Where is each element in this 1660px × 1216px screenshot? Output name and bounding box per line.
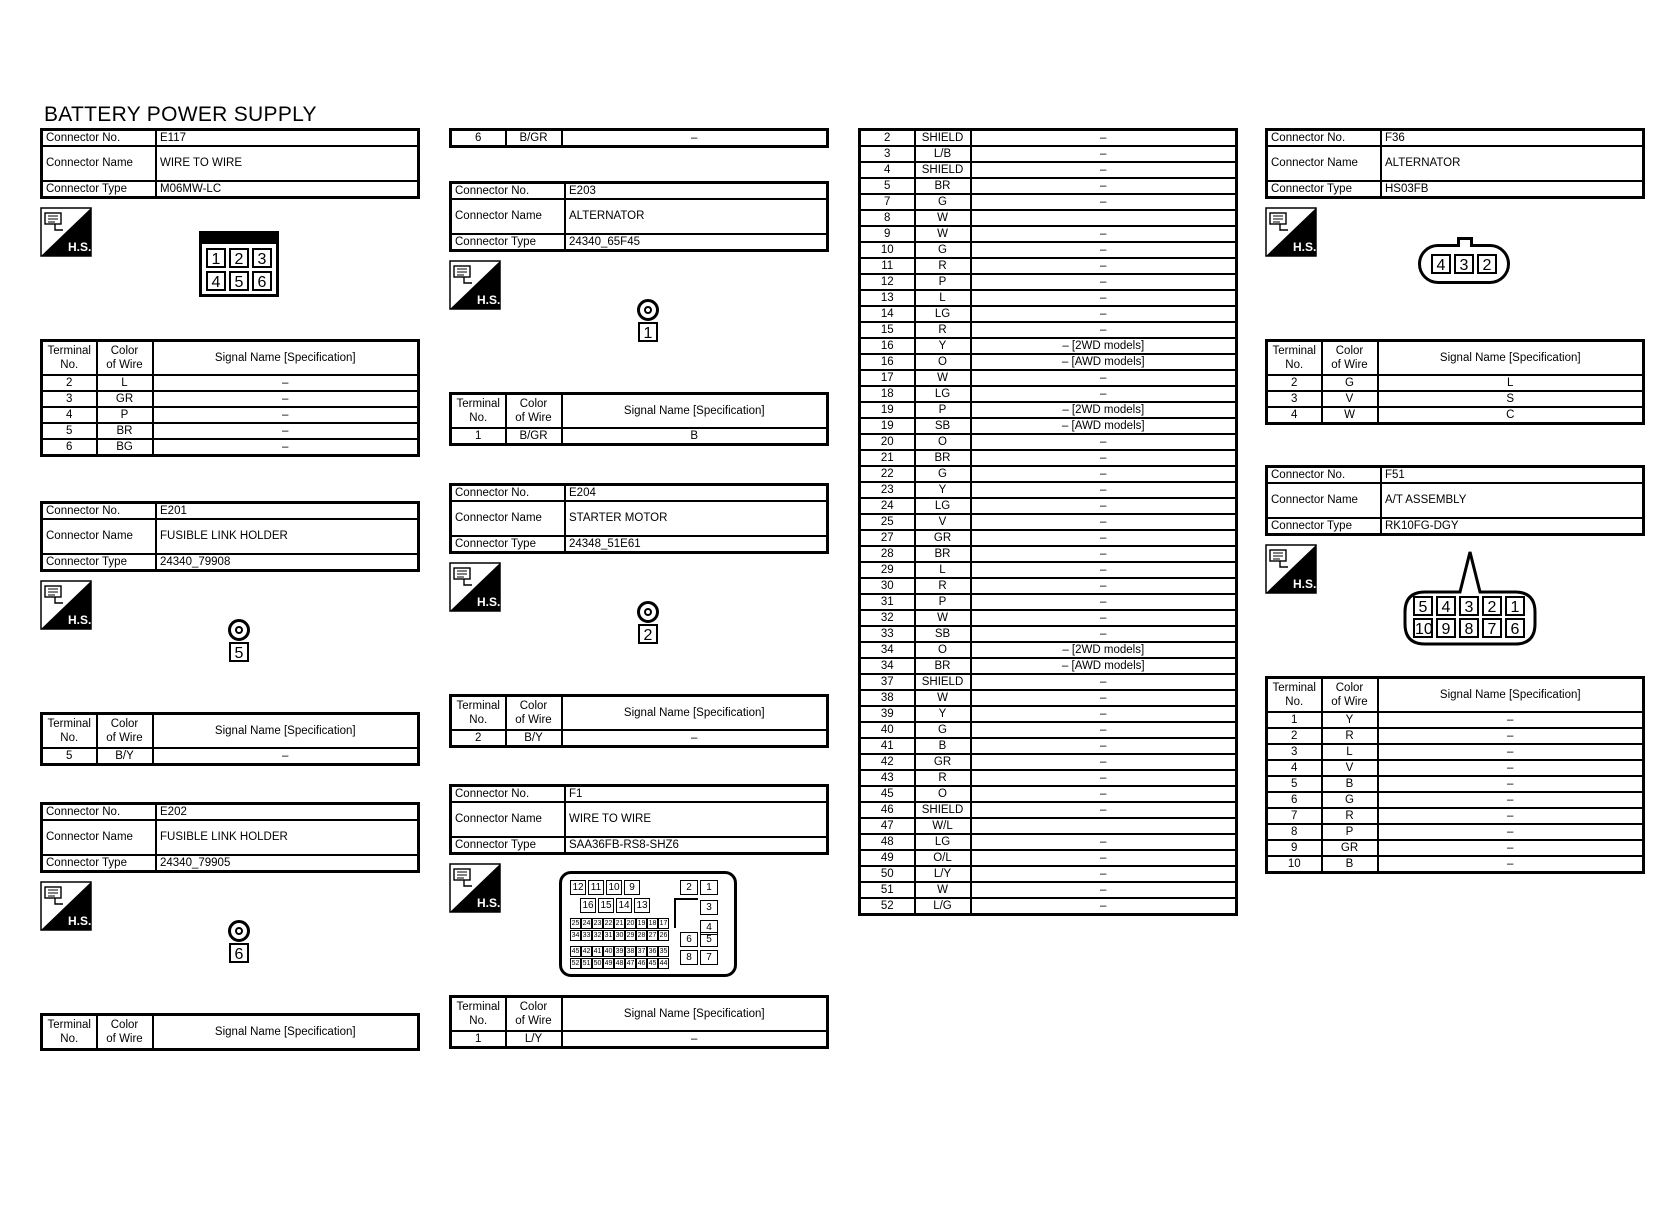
pin: 5 (700, 932, 718, 947)
color-header: Color of Wire (1322, 678, 1378, 713)
connector-type-label: Connector Type (42, 181, 157, 198)
table-row: 46 SHIELD – (860, 802, 1237, 818)
connector-name-label: Connector Name (42, 146, 157, 181)
table-row: 34 O – [2WD models] (860, 642, 1237, 658)
connector-no-label: Connector No. (1267, 467, 1382, 484)
signal-header: Signal Name [Specification] (153, 714, 419, 749)
pin: 44 (659, 960, 668, 967)
connector-no-value: E203 (565, 183, 828, 200)
table-row: 4 W C (1267, 407, 1644, 424)
connector-block-f51 (1265, 465, 1645, 874)
table-row: 47 W/L (860, 818, 1237, 834)
color-header: Color of Wire (97, 1015, 153, 1050)
page-title: BATTERY POWER SUPPLY (44, 103, 317, 126)
connector-name-value: STARTER MOTOR (565, 501, 828, 536)
terminal-no-header: Terminal No. (1267, 341, 1322, 376)
connector-info-e203 (449, 181, 829, 252)
pin: 3 (1459, 596, 1479, 616)
pin: 7 (700, 950, 718, 965)
connector-name-value: A/T ASSEMBLY (1381, 483, 1644, 518)
connector-name-value: FUSIBLE LINK HOLDER (156, 820, 419, 855)
pin: 4 (1436, 596, 1456, 616)
pin: 49 (604, 960, 613, 967)
table-row: 27 GR – (860, 530, 1237, 546)
connector-type-value: 24340_79908 (156, 554, 419, 571)
pin: 8 (680, 950, 698, 965)
pin: 3 (252, 248, 272, 268)
table-row: 1 B/GR B (451, 428, 828, 445)
harness-side-icon: H.S. (40, 580, 92, 630)
table-row: 49 O/L – (860, 850, 1237, 866)
connector-face-f36 (1418, 244, 1510, 284)
signal-header: Signal Name [Specification] (1378, 341, 1644, 376)
pin: 12 (570, 880, 586, 895)
column-3 (858, 128, 1238, 916)
pin: 10 (606, 880, 622, 895)
pin: 14 (616, 898, 632, 913)
connector-block-f1 (449, 784, 829, 1049)
pin: 52 (571, 960, 580, 967)
connector-type-value: HS03FB (1381, 181, 1644, 198)
connector-no-value: E204 (565, 485, 828, 502)
table-row: 11 R – (860, 258, 1237, 274)
pin: 23 (593, 920, 602, 927)
connector-no-value: F51 (1381, 467, 1644, 484)
pin: 50 (593, 960, 602, 967)
signal-header: Signal Name [Specification] (1378, 678, 1644, 713)
ring-terminal-icon (228, 920, 250, 942)
terminal-table-f1 (449, 995, 829, 1049)
signal-header: Signal Name [Specification] (562, 394, 828, 429)
pin: 5 (229, 271, 249, 291)
pin: 18 (648, 920, 657, 927)
ring-terminal-icon (228, 619, 250, 641)
terminal-no-header: Terminal No. (1267, 678, 1322, 713)
terminal-table-e201 (40, 712, 420, 766)
connector-no-label: Connector No. (42, 130, 157, 147)
table-row: 2 L – (42, 375, 419, 391)
connector-no-label: Connector No. (451, 485, 566, 502)
column-1 (40, 128, 420, 457)
color-header: Color of Wire (97, 341, 153, 376)
table-row: 6 G – (1267, 792, 1644, 808)
pin: 2 (1477, 254, 1497, 274)
pin: 6 (229, 943, 249, 963)
pin: 15 (598, 898, 614, 913)
table-row: 38 W – (860, 690, 1237, 706)
pin: 20 (626, 920, 635, 927)
pin: 4 (1431, 254, 1451, 274)
table-row: 30 R – (860, 578, 1237, 594)
pin: 31 (604, 932, 613, 939)
connector-name-label: Connector Name (42, 820, 157, 855)
signal-header: Signal Name [Specification] (562, 696, 828, 731)
table-row: 31 P – (860, 594, 1237, 610)
pin: 7 (1482, 618, 1502, 638)
table-row: 50 L/Y – (860, 866, 1237, 882)
pin: 5 (1413, 596, 1433, 616)
connector-name-label: Connector Name (451, 802, 566, 837)
table-row: 3 L – (1267, 744, 1644, 760)
connector-no-label: Connector No. (42, 503, 157, 520)
pin: 45 (571, 948, 580, 955)
pin: 21 (615, 920, 624, 927)
table-row: 45 O – (860, 786, 1237, 802)
pin: 8 (1459, 618, 1479, 638)
table-row: 8 W (860, 210, 1237, 226)
table-row: 12 P – (860, 274, 1237, 290)
table-row: 40 G – (860, 722, 1237, 738)
pin: 38 (626, 948, 635, 955)
color-header: Color of Wire (506, 696, 562, 731)
connector-type-label: Connector Type (1267, 518, 1382, 535)
pin: 48 (615, 960, 624, 967)
table-row: 21 BR – (860, 450, 1237, 466)
table-row: 18 LG – (860, 386, 1237, 402)
connector-diagram-f36 (1265, 199, 1645, 339)
connector-diagram-e201 (40, 572, 420, 712)
table-row: 34 BR – [AWD models] (860, 658, 1237, 674)
connector-name-value: FUSIBLE LINK HOLDER (156, 519, 419, 554)
table-row: 41 B – (860, 738, 1237, 754)
table-row: 19 P – [2WD models] (860, 402, 1237, 418)
connector-type-label: Connector Type (42, 855, 157, 872)
pin: 34 (571, 932, 580, 939)
table-row: 5 B – (1267, 776, 1644, 792)
connector-info-e201 (40, 501, 420, 572)
pin: 1 (638, 322, 658, 342)
table-row: 10 G – (860, 242, 1237, 258)
table-row: 43 R – (860, 770, 1237, 786)
pin: 35 (659, 948, 668, 955)
table-row: 2 SHIELD – (860, 130, 1237, 147)
table-row: 1 L/Y – (451, 1031, 828, 1048)
connector-diagram-e204 (449, 554, 829, 694)
pin: 2 (1482, 596, 1502, 616)
connector-name-value: WIRE TO WIRE (156, 146, 419, 181)
pin: 22 (604, 920, 613, 927)
pin: 1 (700, 880, 718, 895)
pin: 37 (637, 948, 646, 955)
connector-type-label: Connector Type (451, 837, 566, 854)
color-header: Color of Wire (506, 394, 562, 429)
table-row: 28 BR – (860, 546, 1237, 562)
connector-diagram-e202 (40, 873, 420, 1013)
terminal-table-f51 (1265, 676, 1645, 874)
table-row: 39 Y – (860, 706, 1237, 722)
table-row: 3 V S (1267, 391, 1644, 407)
harness-side-icon: H.S. (1265, 207, 1317, 257)
terminal-no-header: Terminal No. (451, 997, 506, 1032)
pin: 46 (637, 960, 646, 967)
pin: 32 (593, 932, 602, 939)
table-row: 4 P – (42, 407, 419, 423)
pin: 2 (638, 624, 658, 644)
pin: 40 (604, 948, 613, 955)
connector-no-value: E202 (156, 804, 419, 821)
connector-name-value: ALTERNATOR (565, 199, 828, 234)
connector-no-label: Connector No. (451, 786, 566, 803)
table-row: 25 V – (860, 514, 1237, 530)
pin-grid (1413, 596, 1531, 642)
connector-name-label: Connector Name (1267, 146, 1382, 181)
table-row: 13 L – (860, 290, 1237, 306)
table-row: 29 L – (860, 562, 1237, 578)
connector-info-f51 (1265, 465, 1645, 536)
table-row: 15 R – (860, 322, 1237, 338)
ring-terminal-icon (637, 299, 659, 321)
connector-info-e202 (40, 802, 420, 873)
terminal-table-f1-continued (858, 128, 1238, 916)
pin: 2 (680, 880, 698, 895)
terminal-table-e202 (40, 1013, 420, 1051)
connector-block-e201 (40, 501, 420, 766)
connector-name-label: Connector Name (451, 199, 566, 234)
table-row: 10 B – (1267, 856, 1644, 873)
signal-header: Signal Name [Specification] (153, 341, 419, 376)
table-row: 51 W – (860, 882, 1237, 898)
table-row: 5 B/Y – (42, 748, 419, 765)
color-header: Color of Wire (506, 997, 562, 1032)
table-row: 6 BG – (42, 439, 419, 456)
pin: 6 (252, 271, 272, 291)
pin: 41 (593, 948, 602, 955)
connector-info-e117 (40, 128, 420, 199)
connector-name-label: Connector Name (1267, 483, 1382, 518)
terminal-table-f36 (1265, 339, 1645, 425)
terminal-no-header: Terminal No. (42, 714, 97, 749)
pin: 3 (1454, 254, 1474, 274)
pin: 13 (634, 898, 650, 913)
table-row: 4 SHIELD – (860, 162, 1237, 178)
table-row: 1 Y – (1267, 712, 1644, 728)
connector-name-value: WIRE TO WIRE (565, 802, 828, 837)
pin: 47 (626, 960, 635, 967)
table-row: 33 SB – (860, 626, 1237, 642)
terminal-no-header: Terminal No. (451, 394, 506, 429)
table-row: 32 W – (860, 610, 1237, 626)
pin: 33 (582, 932, 591, 939)
pin: 9 (1436, 618, 1456, 638)
pin: 25 (571, 920, 580, 927)
pin: 5 (229, 642, 249, 662)
table-row: 48 LG – (860, 834, 1237, 850)
signal-header: Signal Name [Specification] (153, 1015, 419, 1050)
connector-diagram-f1 (449, 855, 829, 995)
table-row: 24 LG – (860, 498, 1237, 514)
connector-type-label: Connector Type (1267, 181, 1382, 198)
connector-name-label: Connector Name (42, 519, 157, 554)
pin: 1 (1505, 596, 1525, 616)
harness-side-icon: H.S. (449, 562, 501, 612)
table-row: 22 G – (860, 466, 1237, 482)
pin: 6 (1505, 618, 1525, 638)
table-row: 52 L/G – (860, 898, 1237, 915)
connector-diagram-e203 (449, 252, 829, 392)
connector-type-label: Connector Type (451, 536, 566, 553)
table-row: 5 BR – (42, 423, 419, 439)
table-row: 14 LG – (860, 306, 1237, 322)
harness-side-icon: H.S. (449, 863, 501, 913)
pin: 3 (700, 900, 718, 915)
table-row: 9 W – (860, 226, 1237, 242)
color-header: Color of Wire (97, 714, 153, 749)
connector-info-f1 (449, 784, 829, 855)
terminal-no-header: Terminal No. (42, 341, 97, 376)
table-row: 20 O – (860, 434, 1237, 450)
connector-type-label: Connector Type (42, 554, 157, 571)
pin: 2 (229, 248, 249, 268)
connector-diagram-e117 (40, 199, 420, 339)
table-row: 2 R – (1267, 728, 1644, 744)
terminal-table-e117 (40, 339, 420, 457)
pin: 30 (615, 932, 624, 939)
pin: 1 (206, 248, 226, 268)
table-row: 16 O – [AWD models] (860, 354, 1237, 370)
connector-info-e204 (449, 483, 829, 554)
connector-no-value: E201 (156, 503, 419, 520)
table-row: 19 SB – [AWD models] (860, 418, 1237, 434)
connector-name-value: ALTERNATOR (1381, 146, 1644, 181)
table-row: 9 GR – (1267, 840, 1644, 856)
pin: 27 (648, 932, 657, 939)
table-row: 42 GR – (860, 754, 1237, 770)
connector-no-value: F1 (565, 786, 828, 803)
connector-no-value: F36 (1381, 130, 1644, 147)
connector-type-value: M06MW-LC (156, 181, 419, 198)
connector-type-value: SAA36FB-RS8-SHZ6 (565, 837, 828, 854)
harness-side-icon: H.S. (449, 260, 501, 310)
color-header: Color of Wire (1322, 341, 1378, 376)
signal-header: Signal Name [Specification] (562, 997, 828, 1032)
harness-side-icon: H.S. (1265, 544, 1317, 594)
table-row: 3 GR – (42, 391, 419, 407)
connector-divider (674, 898, 698, 928)
connector-type-label: Connector Type (451, 234, 566, 251)
terminal-no-header: Terminal No. (451, 696, 506, 731)
table-row: 6 B/GR – (451, 130, 828, 147)
connector-block-e203 (449, 181, 829, 446)
connector-no-label: Connector No. (451, 183, 566, 200)
pin: 24 (582, 920, 591, 927)
connector-type-value: 24340_65F45 (565, 234, 828, 251)
terminal-table-e202-continued (449, 128, 829, 148)
pin: 6 (680, 932, 698, 947)
pin: 10 (1413, 618, 1433, 638)
table-row: 5 BR – (860, 178, 1237, 194)
pin: 36 (648, 948, 657, 955)
connector-block-e204 (449, 483, 829, 748)
pin: 45 (648, 960, 657, 967)
pin: 11 (588, 880, 604, 895)
pin: 39 (615, 948, 624, 955)
table-row: 7 R – (1267, 808, 1644, 824)
pin: 42 (582, 948, 591, 955)
pin: 29 (626, 932, 635, 939)
harness-side-icon: H.S. (40, 881, 92, 931)
connector-face-f1 (559, 871, 737, 977)
table-row: 16 Y – [2WD models] (860, 338, 1237, 354)
connector-diagram-f51 (1265, 536, 1645, 676)
connector-name-label: Connector Name (451, 501, 566, 536)
column-2 (449, 128, 829, 148)
table-row: 4 V – (1267, 760, 1644, 776)
ring-terminal-icon (637, 601, 659, 623)
table-row: 2 B/Y – (451, 730, 828, 747)
connector-info-f36 (1265, 128, 1645, 199)
pin: 51 (582, 960, 591, 967)
terminal-table-e204 (449, 694, 829, 748)
table-row: 8 P – (1267, 824, 1644, 840)
table-row: 17 W – (860, 370, 1237, 386)
table-row: 3 L/B – (860, 146, 1237, 162)
connector-block-f36 (1265, 128, 1645, 425)
connector-type-value: 24348_51E61 (565, 536, 828, 553)
connector-type-value: 24340_79905 (156, 855, 419, 872)
connector-face-e117 (199, 231, 279, 297)
pin: 26 (659, 932, 668, 939)
connector-no-value: E117 (156, 130, 419, 147)
table-row: 37 SHIELD – (860, 674, 1237, 690)
pin: 9 (624, 880, 640, 895)
terminal-no-header: Terminal No. (42, 1015, 97, 1050)
table-row: 2 G L (1267, 375, 1644, 391)
harness-side-icon: H.S. (40, 207, 92, 257)
terminal-table-e203 (449, 392, 829, 446)
pin: 4 (206, 271, 226, 291)
pin: 4 (700, 920, 718, 935)
table-row: 23 Y – (860, 482, 1237, 498)
table-row: 7 G – (860, 194, 1237, 210)
pin: 17 (659, 920, 668, 927)
connector-type-value: RK10FG-DGY (1381, 518, 1644, 535)
pin: 16 (580, 898, 596, 913)
connector-no-label: Connector No. (42, 804, 157, 821)
pin: 19 (637, 920, 646, 927)
pin: 28 (637, 932, 646, 939)
connector-no-label: Connector No. (1267, 130, 1382, 147)
connector-block-e202 (40, 802, 420, 1051)
